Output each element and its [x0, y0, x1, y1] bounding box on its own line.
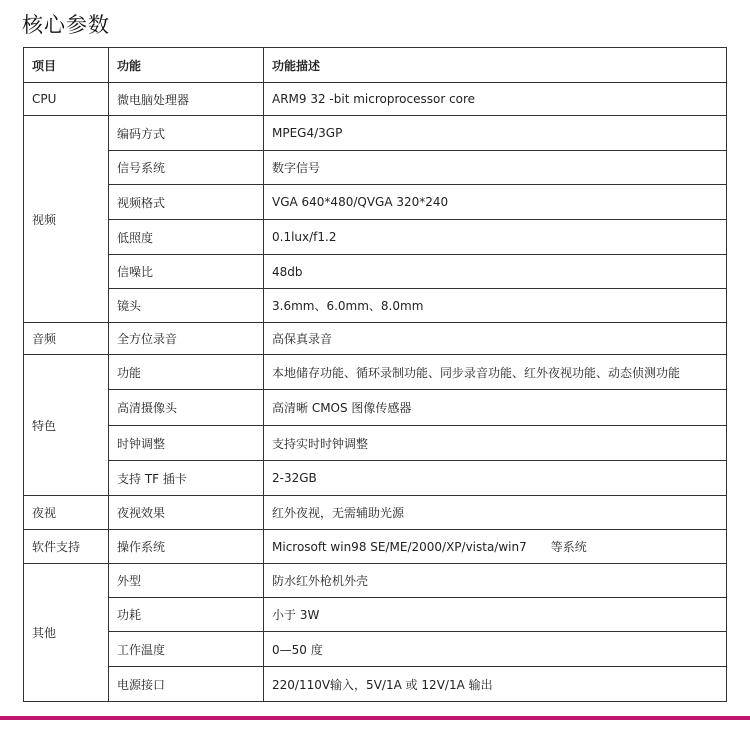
- bottom-accent-bar: [0, 716, 750, 720]
- group-name-cell: 夜视: [24, 496, 109, 530]
- header-function: 功能: [109, 48, 264, 83]
- description-cell: 高保真录音: [264, 323, 727, 355]
- function-cell: 工作温度: [109, 632, 264, 667]
- group-name-cell: 视频: [24, 116, 109, 323]
- table-row: [24, 632, 727, 667]
- header-item: 项目: [24, 48, 109, 83]
- table-row: [24, 323, 727, 355]
- page-title: 核心参数: [22, 13, 110, 37]
- description-cell: 220/110V输入，5V/1A 或 12V/1A 输出: [264, 667, 727, 702]
- function-cell: 支持 TF 插卡: [109, 461, 264, 496]
- table-row: [24, 496, 727, 530]
- group-name-cell: CPU: [24, 83, 109, 116]
- description-cell: Microsoft win98 SE/ME/2000/XP/vista/win7 等系统: [264, 530, 727, 564]
- group-name-cell: 软件支持: [24, 530, 109, 564]
- function-cell: 电源接口: [109, 667, 264, 702]
- description-cell: 数字信号: [264, 151, 727, 185]
- function-cell: 低照度: [109, 220, 264, 255]
- table-row: [24, 390, 727, 426]
- function-cell: 镜头: [109, 289, 264, 323]
- table-row: [24, 667, 727, 702]
- description-cell: 小于 3W: [264, 598, 727, 632]
- table-row: [24, 255, 727, 289]
- header-description: 功能描述: [264, 48, 727, 83]
- function-cell: 时钟调整: [109, 426, 264, 461]
- function-cell: 高清摄像头: [109, 390, 264, 426]
- description-cell: 2-32GB: [264, 461, 727, 496]
- description-cell: 3.6mm、6.0mm、8.0mm: [264, 289, 727, 323]
- function-cell: 信噪比: [109, 255, 264, 289]
- table-row: [24, 461, 727, 496]
- description-cell: ARM9 32 -bit microprocessor core: [264, 83, 727, 116]
- spec-table-body: [24, 48, 727, 702]
- table-row: [24, 116, 727, 151]
- description-cell: 红外夜视，无需辅助光源: [264, 496, 727, 530]
- description-cell: 本地储存功能、循环录制功能、同步录音功能、红外夜视功能、动态侦测功能: [264, 355, 727, 390]
- function-cell: 微电脑处理器: [109, 83, 264, 116]
- function-cell: 外型: [109, 564, 264, 598]
- description-cell: VGA 640*480/QVGA 320*240: [264, 185, 727, 220]
- description-cell: MPEG4/3GP: [264, 116, 727, 151]
- spec-table: [23, 47, 727, 702]
- description-cell: 防水红外枪机外壳: [264, 564, 727, 598]
- table-row: [24, 289, 727, 323]
- table-row: [24, 530, 727, 564]
- table-header-row: [24, 48, 727, 83]
- function-cell: 功能: [109, 355, 264, 390]
- group-name-cell: 特色: [24, 355, 109, 496]
- table-row: [24, 564, 727, 598]
- function-cell: 夜视效果: [109, 496, 264, 530]
- description-cell: 支持实时时钟调整: [264, 426, 727, 461]
- function-cell: 全方位录音: [109, 323, 264, 355]
- table-row: [24, 185, 727, 220]
- table-row: [24, 220, 727, 255]
- function-cell: 视频格式: [109, 185, 264, 220]
- function-cell: 信号系统: [109, 151, 264, 185]
- function-cell: 编码方式: [109, 116, 264, 151]
- function-cell: 功耗: [109, 598, 264, 632]
- group-name-cell: 音频: [24, 323, 109, 355]
- description-cell: 高清晰 CMOS 图像传感器: [264, 390, 727, 426]
- group-name-cell: 其他: [24, 564, 109, 702]
- table-row: [24, 598, 727, 632]
- table-row: [24, 355, 727, 390]
- description-cell: 48db: [264, 255, 727, 289]
- function-cell: 操作系统: [109, 530, 264, 564]
- table-row: [24, 426, 727, 461]
- description-cell: 0—50 度: [264, 632, 727, 667]
- table-row: [24, 83, 727, 116]
- description-cell: 0.1lux/f1.2: [264, 220, 727, 255]
- table-row: [24, 151, 727, 185]
